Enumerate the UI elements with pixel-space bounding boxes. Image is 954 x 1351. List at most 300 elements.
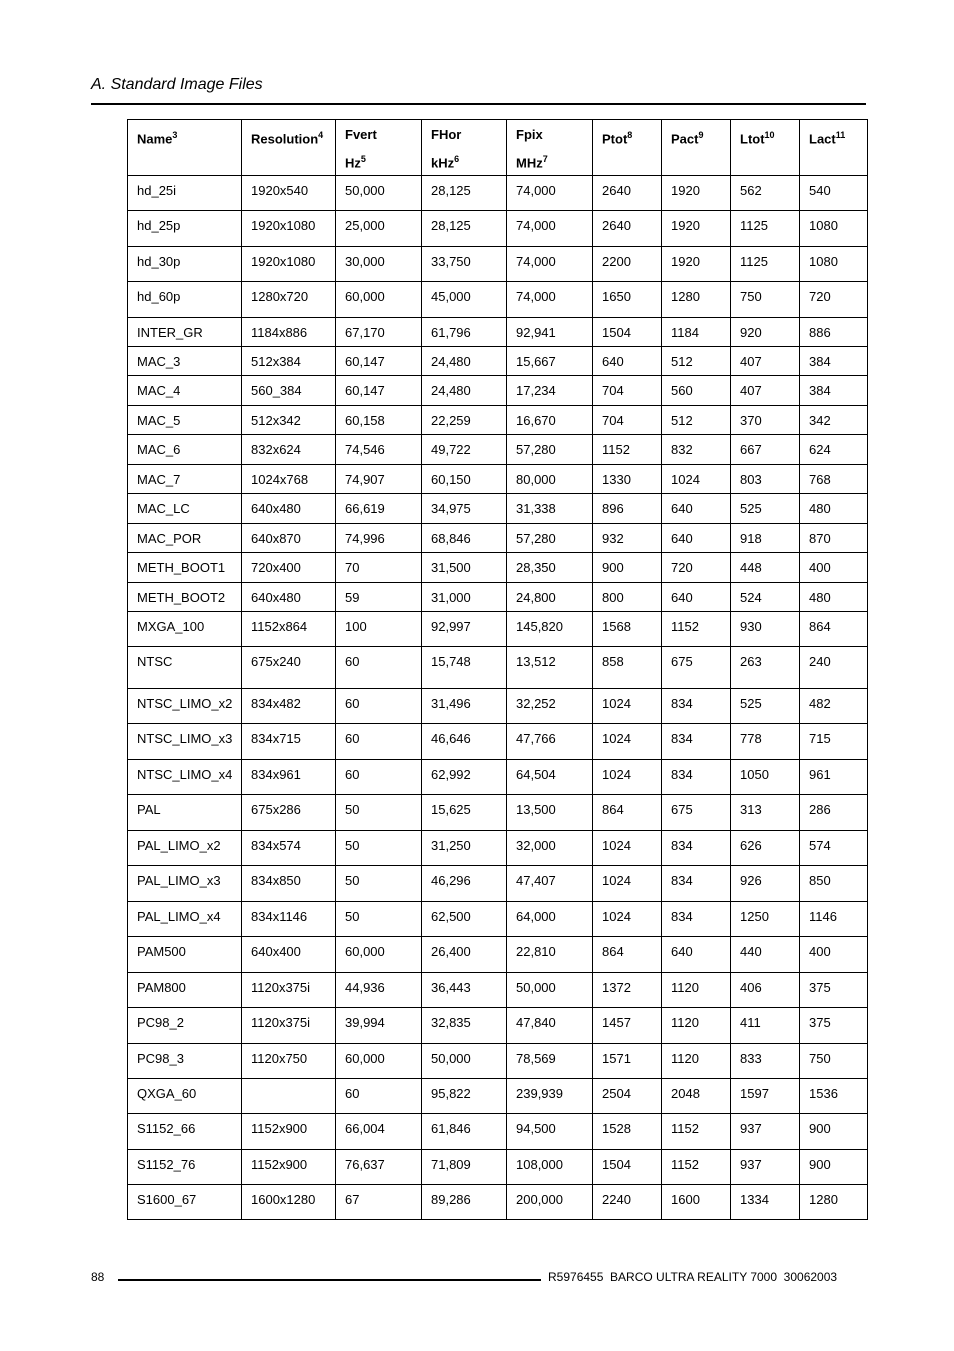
table-row [128, 465, 868, 494]
footer-rule [118, 1279, 541, 1281]
table-row [128, 831, 868, 866]
table-body [128, 176, 868, 1220]
table-row [128, 724, 868, 760]
table-cell: 1080 [800, 211, 868, 247]
table-cell: 930 [731, 612, 800, 647]
table-cell: 1024 [593, 724, 662, 760]
table-cell-name: S1152_76 [128, 1150, 242, 1185]
table-cell-name: PAL_LIMO_x2 [128, 831, 242, 866]
table-row [128, 902, 868, 937]
table-cell: 2504 [593, 1079, 662, 1114]
table-cell: 512x342 [242, 406, 336, 435]
table-cell: 239,939 [507, 1079, 593, 1114]
image-files-table [127, 119, 868, 1220]
table-cell: 60 [336, 689, 422, 724]
table-cell: 342 [800, 406, 868, 435]
table-cell: 675 [662, 795, 731, 831]
table-cell: 57,280 [507, 435, 593, 465]
footnote-marker: 7 [542, 154, 548, 164]
table-cell: 1920x1080 [242, 247, 336, 282]
column-header [593, 120, 662, 176]
table-cell: 50 [336, 866, 422, 902]
column-header [800, 120, 868, 176]
table-cell: 932 [593, 524, 662, 553]
column-header-label: Name [137, 131, 173, 147]
table-cell: 1528 [593, 1114, 662, 1150]
table-cell: 62,500 [422, 902, 507, 937]
table-cell: 1024 [662, 465, 731, 494]
table-cell: 1920x1080 [242, 211, 336, 247]
table-cell: 512 [662, 406, 731, 435]
table-cell: 384 [800, 347, 868, 376]
table-cell-name: METH_BOOT2 [128, 583, 242, 612]
table-cell: 74,546 [336, 435, 422, 465]
table-cell: 778 [731, 724, 800, 760]
table-row [128, 1114, 868, 1150]
table-cell: 1120x375i [242, 973, 336, 1008]
table-cell-name: MXGA_100 [128, 612, 242, 647]
table-cell: 834x850 [242, 866, 336, 902]
table-cell: 28,125 [422, 176, 507, 211]
table-cell: 640x480 [242, 494, 336, 524]
table-cell: 1024x768 [242, 465, 336, 494]
table-cell: 375 [800, 1008, 868, 1044]
table-cell: 834x961 [242, 760, 336, 795]
table-cell-name: PAL_LIMO_x4 [128, 902, 242, 937]
table-row [128, 583, 868, 612]
table-cell-name: NTSC_LIMO_x4 [128, 760, 242, 795]
table-cell: 76,637 [336, 1150, 422, 1185]
header-rule [91, 103, 866, 105]
table-cell: 1120 [662, 1044, 731, 1079]
table-cell: 50,000 [422, 1044, 507, 1079]
table-cell: 47,840 [507, 1008, 593, 1044]
table-cell: 440 [731, 937, 800, 973]
table-cell: 34,975 [422, 494, 507, 524]
table-cell: 32,252 [507, 689, 593, 724]
table-cell: 95,822 [422, 1079, 507, 1114]
table-cell: 864 [800, 612, 868, 647]
table-row [128, 973, 868, 1008]
table-cell: 39,994 [336, 1008, 422, 1044]
table-cell-name: MAC_LC [128, 494, 242, 524]
table-cell: 60 [336, 1079, 422, 1114]
table-cell-name: MAC_7 [128, 465, 242, 494]
table-cell: 512 [662, 347, 731, 376]
table-cell: 1120 [662, 1008, 731, 1044]
table-cell: 832x624 [242, 435, 336, 465]
table-cell: 60,000 [336, 1044, 422, 1079]
table-cell: 13,512 [507, 647, 593, 689]
table-cell: 1080 [800, 247, 868, 282]
table-row [128, 376, 868, 406]
column-header-label: Ltot [740, 131, 765, 147]
table-cell: 61,796 [422, 318, 507, 347]
table-cell: 15,667 [507, 347, 593, 376]
table-cell-name: S1152_66 [128, 1114, 242, 1150]
table-cell: 67 [336, 1185, 422, 1220]
table-cell: 70 [336, 553, 422, 583]
table-cell: 480 [800, 583, 868, 612]
column-header-unit: Hz [345, 155, 361, 171]
table-cell: 74,000 [507, 247, 593, 282]
table-cell: 49,722 [422, 435, 507, 465]
table-cell-name: hd_25i [128, 176, 242, 211]
table-row [128, 282, 868, 318]
table-cell: 60 [336, 724, 422, 760]
table-cell: 60,000 [336, 937, 422, 973]
table-cell: 482 [800, 689, 868, 724]
column-header-label: Resolution [251, 131, 319, 147]
table-cell-name: PAM800 [128, 973, 242, 1008]
table-cell: 71,809 [422, 1150, 507, 1185]
table-cell: 834x574 [242, 831, 336, 866]
table-cell: 1920 [662, 176, 731, 211]
table-cell: 750 [731, 282, 800, 318]
table-cell: 145,820 [507, 612, 593, 647]
table-cell: 560_384 [242, 376, 336, 406]
table-cell: 834 [662, 760, 731, 795]
table-cell: 57,280 [507, 524, 593, 553]
table-row [128, 494, 868, 524]
table-cell-name: MAC_6 [128, 435, 242, 465]
table-cell: 562 [731, 176, 800, 211]
table-cell: 240 [800, 647, 868, 689]
table-cell: 1050 [731, 760, 800, 795]
table-cell: 525 [731, 689, 800, 724]
column-header [662, 120, 731, 176]
column-header [336, 120, 422, 176]
table-cell: 24,480 [422, 347, 507, 376]
table-cell-name: NTSC_LIMO_x3 [128, 724, 242, 760]
table-cell: 28,350 [507, 553, 593, 583]
column-header-unit: MHz [516, 155, 543, 171]
table-cell: 407 [731, 376, 800, 406]
column-header [422, 120, 507, 176]
footnote-marker: 8 [627, 130, 633, 140]
table-cell: 675x286 [242, 795, 336, 831]
table-cell: 68,846 [422, 524, 507, 553]
table-cell: 61,846 [422, 1114, 507, 1150]
table-cell-name: PAM500 [128, 937, 242, 973]
table-cell: 640 [662, 494, 731, 524]
table-cell: 1504 [593, 318, 662, 347]
table-cell: 1024 [593, 831, 662, 866]
table-cell: 36,443 [422, 973, 507, 1008]
table-cell: 1152x900 [242, 1114, 336, 1150]
table-cell: 640 [662, 937, 731, 973]
table-cell: 1600x1280 [242, 1185, 336, 1220]
table-cell: 78,569 [507, 1044, 593, 1079]
table-cell: 92,941 [507, 318, 593, 347]
table-cell: 370 [731, 406, 800, 435]
table-cell-name: S1600_67 [128, 1185, 242, 1220]
table-cell: 60 [336, 760, 422, 795]
table-cell: 850 [800, 866, 868, 902]
table-cell: 720x400 [242, 553, 336, 583]
table-cell: 59 [336, 583, 422, 612]
table-cell: 44,936 [336, 973, 422, 1008]
table-row [128, 247, 868, 282]
table-cell: 411 [731, 1008, 800, 1044]
table-cell: 640 [662, 583, 731, 612]
column-header [128, 120, 242, 176]
footnote-marker: 6 [454, 154, 460, 164]
column-header [731, 120, 800, 176]
footnote-marker: 5 [360, 154, 366, 164]
table-cell: 92,997 [422, 612, 507, 647]
table-cell: 1125 [731, 211, 800, 247]
table-cell: 1152 [662, 612, 731, 647]
table-cell: 46,296 [422, 866, 507, 902]
table-cell: 704 [593, 376, 662, 406]
table-cell: 832 [662, 435, 731, 465]
table-cell: 66,004 [336, 1114, 422, 1150]
table-cell: 50,000 [507, 973, 593, 1008]
table-cell: 800 [593, 583, 662, 612]
table-cell: 961 [800, 760, 868, 795]
column-header-label: Ptot [602, 131, 628, 147]
table-cell-name: PAL [128, 795, 242, 831]
table-cell: 74,000 [507, 282, 593, 318]
table-row [128, 176, 868, 211]
table-cell: 263 [731, 647, 800, 689]
table-cell: 1504 [593, 1150, 662, 1185]
table-cell: 512x384 [242, 347, 336, 376]
table-cell: 1457 [593, 1008, 662, 1044]
table-cell: 1280 [800, 1185, 868, 1220]
footnote-marker: 10 [764, 130, 775, 140]
table-cell [242, 1079, 336, 1114]
table-row [128, 795, 868, 831]
table-cell-name: PAL_LIMO_x3 [128, 866, 242, 902]
table-cell: 640x480 [242, 583, 336, 612]
table-cell: 870 [800, 524, 868, 553]
table-cell: 704 [593, 406, 662, 435]
table-cell-name: hd_30p [128, 247, 242, 282]
table-cell: 94,500 [507, 1114, 593, 1150]
table-cell: 45,000 [422, 282, 507, 318]
table-cell: 25,000 [336, 211, 422, 247]
table-cell: 667 [731, 435, 800, 465]
table-cell: 74,000 [507, 176, 593, 211]
table-cell: 67,170 [336, 318, 422, 347]
table-cell: 750 [800, 1044, 868, 1079]
table-cell-name: hd_25p [128, 211, 242, 247]
table-cell: 640 [593, 347, 662, 376]
table-cell: 1184x886 [242, 318, 336, 347]
footer-doc-info: R5976455 BARCO ULTRA REALITY 7000 30062003 [548, 1270, 838, 1284]
table-cell-name: PC98_3 [128, 1044, 242, 1079]
table-cell: 74,907 [336, 465, 422, 494]
table-cell: 74,996 [336, 524, 422, 553]
table-cell: 89,286 [422, 1185, 507, 1220]
table-cell: 926 [731, 866, 800, 902]
table-cell: 15,748 [422, 647, 507, 689]
table-cell: 60,147 [336, 347, 422, 376]
table-cell: 47,766 [507, 724, 593, 760]
table-cell: 834 [662, 831, 731, 866]
table-cell: 28,125 [422, 211, 507, 247]
table-row [128, 760, 868, 795]
table-cell-name: NTSC [128, 647, 242, 689]
column-header-label: Pact [671, 131, 699, 147]
table-cell: 1372 [593, 973, 662, 1008]
table-cell: 31,500 [422, 553, 507, 583]
table-cell: 1330 [593, 465, 662, 494]
table-cell: 60,000 [336, 282, 422, 318]
table-cell: 2240 [593, 1185, 662, 1220]
table-row [128, 553, 868, 583]
table-cell: 2048 [662, 1079, 731, 1114]
table-cell: 626 [731, 831, 800, 866]
table-cell: 1152x864 [242, 612, 336, 647]
table-cell: 32,000 [507, 831, 593, 866]
table-cell: 47,407 [507, 866, 593, 902]
table-cell: 720 [662, 553, 731, 583]
table-cell: 22,810 [507, 937, 593, 973]
column-header-label: Lact [809, 131, 836, 147]
table-cell: 32,835 [422, 1008, 507, 1044]
table-cell: 74,000 [507, 211, 593, 247]
table-cell: 833 [731, 1044, 800, 1079]
column-header [242, 120, 336, 176]
table-cell: 834 [662, 866, 731, 902]
table-cell: 80,000 [507, 465, 593, 494]
table-row [128, 689, 868, 724]
table-cell: 640x870 [242, 524, 336, 553]
table-cell: 937 [731, 1114, 800, 1150]
table-cell: 1920 [662, 247, 731, 282]
table-cell: 1152x900 [242, 1150, 336, 1185]
footnote-marker: 11 [835, 130, 846, 140]
page-number: 88 [91, 1270, 105, 1284]
table-cell: 525 [731, 494, 800, 524]
table-cell: 1024 [593, 902, 662, 937]
table-cell: 60,158 [336, 406, 422, 435]
column-header-label: Fpix [516, 127, 543, 142]
table-cell: 26,400 [422, 937, 507, 973]
table-cell: 675 [662, 647, 731, 689]
table-row [128, 866, 868, 902]
table-cell: 640x400 [242, 937, 336, 973]
page-header-title: A. Standard Image Files [91, 76, 263, 93]
table-cell: 540 [800, 176, 868, 211]
table-cell: 286 [800, 795, 868, 831]
table-cell: 24,480 [422, 376, 507, 406]
table-cell-name: METH_BOOT1 [128, 553, 242, 583]
table-cell: 896 [593, 494, 662, 524]
table-cell: 66,619 [336, 494, 422, 524]
table-cell: 2200 [593, 247, 662, 282]
table-cell: 1568 [593, 612, 662, 647]
table-cell: 64,504 [507, 760, 593, 795]
table-row [128, 1079, 868, 1114]
table-cell: 900 [800, 1150, 868, 1185]
table-row [128, 1185, 868, 1220]
table-cell: 2640 [593, 211, 662, 247]
table-cell-name: MAC_5 [128, 406, 242, 435]
table-header-row [128, 120, 868, 176]
table-cell: 13,500 [507, 795, 593, 831]
table-cell: 2640 [593, 176, 662, 211]
table-cell-name: PC98_2 [128, 1008, 242, 1044]
table-cell: 406 [731, 973, 800, 1008]
table-cell-name: MAC_3 [128, 347, 242, 376]
table-cell: 768 [800, 465, 868, 494]
footnote-marker: 9 [698, 130, 704, 140]
table-cell: 900 [800, 1114, 868, 1150]
column-header-label: Fvert [345, 127, 377, 142]
table-row [128, 937, 868, 973]
table-cell: 16,670 [507, 406, 593, 435]
table-cell: 1280 [662, 282, 731, 318]
table-cell: 480 [800, 494, 868, 524]
table-cell: 31,000 [422, 583, 507, 612]
table-cell: 1024 [593, 866, 662, 902]
footnote-marker: 3 [172, 130, 178, 140]
table-cell: 1920x540 [242, 176, 336, 211]
table-row [128, 318, 868, 347]
table-cell: 524 [731, 583, 800, 612]
table-row [128, 1044, 868, 1079]
table-cell: 1024 [593, 689, 662, 724]
table-cell: 400 [800, 553, 868, 583]
table-cell: 900 [593, 553, 662, 583]
table-cell: 864 [593, 937, 662, 973]
table-cell-name: NTSC_LIMO_x2 [128, 689, 242, 724]
table-row [128, 1008, 868, 1044]
table-cell: 50 [336, 795, 422, 831]
table-cell: 1024 [593, 760, 662, 795]
table-row [128, 211, 868, 247]
table-cell: 31,250 [422, 831, 507, 866]
table-cell: 834x1146 [242, 902, 336, 937]
table-cell: 1250 [731, 902, 800, 937]
table-cell: 400 [800, 937, 868, 973]
table-cell: 60,147 [336, 376, 422, 406]
table-cell: 64,000 [507, 902, 593, 937]
table-cell: 60,150 [422, 465, 507, 494]
table-cell-name: INTER_GR [128, 318, 242, 347]
table-cell: 313 [731, 795, 800, 831]
table-cell: 1600 [662, 1185, 731, 1220]
table-cell: 1280x720 [242, 282, 336, 318]
table-cell: 50 [336, 902, 422, 937]
table-cell: 920 [731, 318, 800, 347]
table-cell: 108,000 [507, 1150, 593, 1185]
table-cell: 834x482 [242, 689, 336, 724]
table-cell: 31,496 [422, 689, 507, 724]
table-cell: 375 [800, 973, 868, 1008]
table-cell: 24,800 [507, 583, 593, 612]
table-cell: 1536 [800, 1079, 868, 1114]
table-cell: 100 [336, 612, 422, 647]
table-cell: 560 [662, 376, 731, 406]
table-cell: 1125 [731, 247, 800, 282]
table-row [128, 647, 868, 689]
table-cell: 60 [336, 647, 422, 689]
table-cell: 384 [800, 376, 868, 406]
table-cell: 834 [662, 689, 731, 724]
table-cell: 1184 [662, 318, 731, 347]
table-cell: 918 [731, 524, 800, 553]
table-cell: 886 [800, 318, 868, 347]
table-cell: 33,750 [422, 247, 507, 282]
table-row [128, 1150, 868, 1185]
table-cell: 1120x375i [242, 1008, 336, 1044]
table-row [128, 406, 868, 435]
